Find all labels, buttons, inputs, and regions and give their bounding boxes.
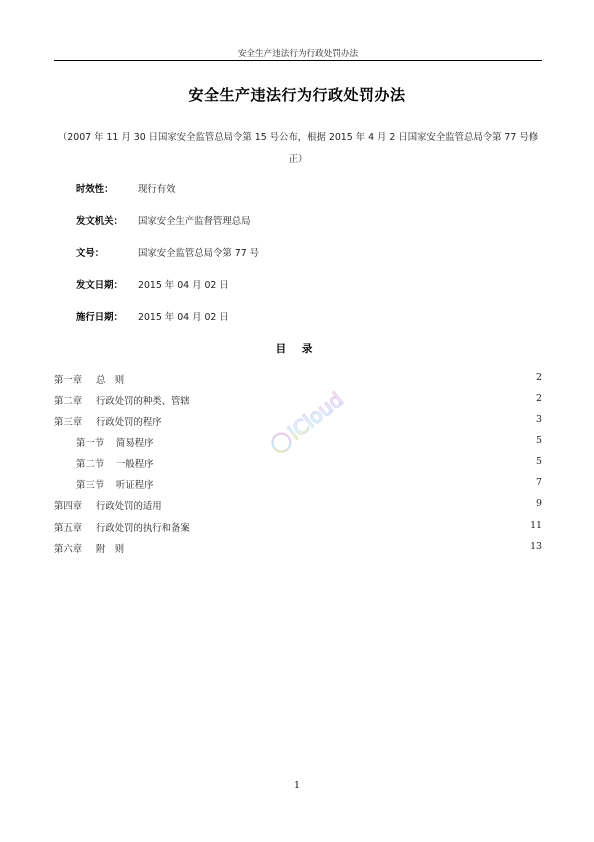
toc-page-number: 9: [536, 498, 542, 509]
meta-label: 时效性：: [76, 184, 114, 195]
toc-section: 第三节: [76, 480, 105, 491]
toc-section: 第一节: [76, 438, 105, 449]
meta-label: 施行日期：: [76, 312, 123, 323]
toc-heading: 目 录: [275, 343, 319, 355]
toc-chapter: 第四章: [54, 501, 83, 512]
meta-value: 国家安全监管总局令第 77 号: [138, 248, 260, 259]
toc-chapter: 第六章: [54, 544, 83, 555]
toc-item[interactable]: [54, 541, 542, 555]
toc-title: 行政处罚的程序: [96, 417, 162, 428]
icloud-watermark: [254, 376, 364, 466]
toc-title: 简易程序: [116, 438, 154, 449]
toc-title: 一般程序: [116, 459, 154, 470]
toc-section: 第二节: [76, 459, 105, 470]
document-subtitle: （2007 年 11 月 30 日国家安全监管总局令第 15 号公布，根据 2015 年 4 月 2 日国家安全监管总局令第 77 号修正）: [57, 132, 539, 165]
toc-chapter: 第一章: [54, 375, 83, 386]
toc-item[interactable]: [54, 520, 542, 534]
meta-label: 文号：: [76, 248, 105, 259]
toc-page-number: 7: [536, 477, 542, 488]
watermark-text: iCloud: [283, 387, 348, 445]
toc-title: 行政处罚的执行和备案: [96, 523, 190, 534]
toc-chapter: 第三章: [54, 417, 83, 428]
meta-value: 现行有效: [138, 184, 176, 195]
document-title: 安全生产违法行为行政处罚办法: [188, 86, 406, 104]
toc-page-number: 5: [536, 456, 542, 467]
toc-title: 行政处罚的种类、管辖: [96, 396, 190, 407]
toc-page-number: 3: [536, 414, 542, 425]
toc-item[interactable]: [54, 498, 542, 512]
toc-title: 附 则: [96, 544, 125, 555]
running-header: 安全生产违法行为行政处罚办法: [237, 49, 359, 59]
meta-value: 2015 年 04 月 02 日: [138, 312, 229, 323]
header-rule: [54, 60, 542, 61]
toc-chapter: 第五章: [54, 523, 83, 534]
toc-page-number: 11: [530, 520, 542, 531]
meta-value: 2015 年 04 月 02 日: [138, 280, 229, 291]
meta-label: 发文机关：: [76, 216, 123, 227]
page-number: 1: [294, 781, 300, 791]
meta-label: 发文日期：: [76, 280, 123, 291]
toc-page-number: 5: [536, 435, 542, 446]
toc-page-number: 13: [530, 541, 542, 552]
toc-item[interactable]: [54, 477, 542, 491]
meta-value: 国家安全生产监督管理总局: [138, 216, 251, 227]
toc-page-number: 2: [536, 372, 542, 383]
toc-title: 总 则: [96, 375, 125, 386]
toc-chapter: 第二章: [54, 396, 83, 407]
toc-page-number: 2: [536, 393, 542, 404]
toc-title: 听证程序: [116, 480, 154, 491]
toc-title: 行政处罚的适用: [96, 501, 162, 512]
